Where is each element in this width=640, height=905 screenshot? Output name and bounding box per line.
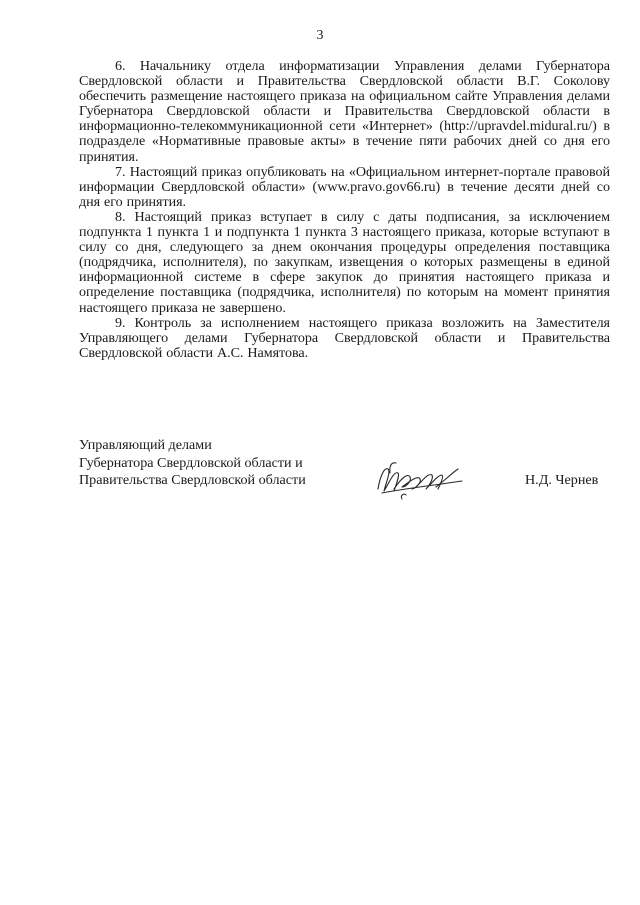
- paragraph-9: 9. Контроль за исполнением настоящего приказа возложить на Заместителя Управляющего делами Губернатора Свердловской области и Правительства Свердловской области А.С. Намятова.: [79, 314, 610, 361]
- signer-position: [79, 437, 339, 490]
- handwritten-signature: [372, 459, 472, 503]
- signer-position-line: Губернатора Свердловской области и: [79, 454, 303, 471]
- document-body: [79, 59, 610, 361]
- page-number: 3: [316, 28, 324, 43]
- paragraph-7: 7. Настоящий приказ опубликовать на «Официальном интернет-портале правовой информации Свердловской области» (www.pravo.gov66.ru) в течение десяти дней со дня его принятия.: [79, 163, 610, 210]
- paragraph-6: 6. Начальнику отдела информатизации Управления делами Губернатора Свердловской области и Правительства Свердловской области В.Г. Соколову обеспечить размещение настоящего приказа на официальном сайте Управления делами Губернатора Свердловской области и Правительства Свердловской области в информационно-телекоммуникационной сети «Интернет» (http://upravdel.midural.ru/) в подразделе «Нормативные правовые акты» в течение пяти рабочих дней со дня его принятия.: [79, 58, 610, 165]
- signer-position-line: Правительства Свердловской области: [79, 472, 306, 488]
- signer-position-line: Управляющий делами: [79, 437, 212, 453]
- signer-name: Н.Д. Чернев: [525, 472, 599, 488]
- paragraph-8: 8. Настоящий приказ вступает в силу с даты подписания, за исключением подпункта 1 пункта 1 и подпункта 1 пункта 3 настоящего приказа, которые вступают в силу со дня, следующего за днем окончания процедуры определения поставщика (подрядчика, исполнителя), по закупкам, извещения о которых размещены в единой информационной системе в сфере закупок до принятия настоящего приказа и определение поставщика (подрядчика, исполнителя) по которым на момент принятия настоящего приказа не завершено.: [79, 208, 610, 316]
- signature-block: [79, 437, 610, 490]
